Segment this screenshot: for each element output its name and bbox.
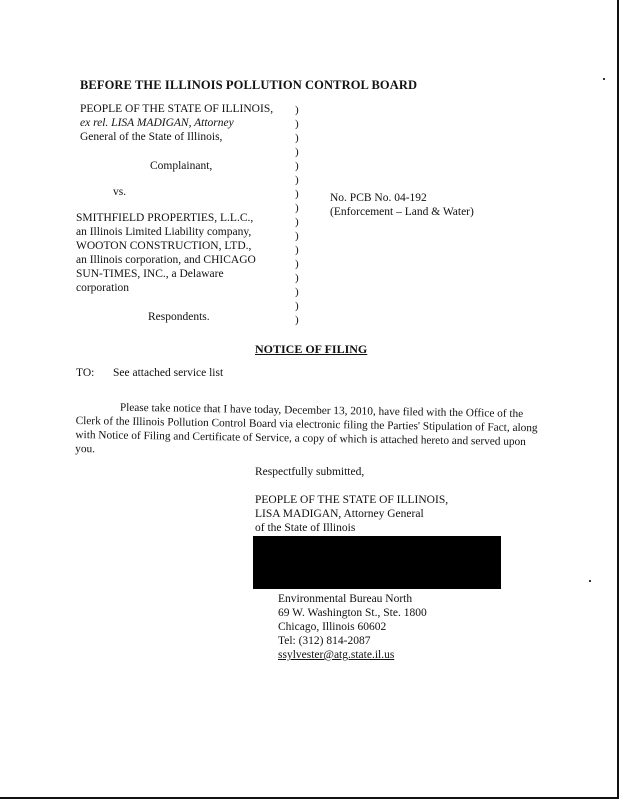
complainant-label: Complainant, <box>150 160 213 172</box>
scan-speck <box>589 580 591 582</box>
versus-label: vs. <box>113 186 127 198</box>
scan-speck <box>603 78 605 80</box>
address-street: 69 W. Washington St., Ste. 1800 <box>278 607 427 619</box>
notice-body-text: Please take notice that I have today, December 13, 2010, have filed with the Office of the Clerk of the Illinois Pollution Control Board via electronic filing the Parties' Stipulation of Fact, along with Notice of Filing and Certificate of Service, a copy of which is attached hereto and served upon you. <box>75 401 538 456</box>
caption-paren: ) <box>295 258 299 270</box>
caption-paren: ) <box>295 286 299 298</box>
plaintiff-line-3: General of the State of Illinois, <box>80 131 223 143</box>
notice-title: NOTICE OF FILING <box>255 342 368 356</box>
plaintiff-line-2 <box>80 117 234 130</box>
respondent-line-1: SMITHFIELD PROPERTIES, L.L.C., <box>76 212 254 224</box>
case-number: No. PCB No. 04-192 <box>330 192 427 204</box>
notice-body <box>75 400 546 463</box>
caption-paren: ) <box>295 104 299 116</box>
respondents-label: Respondents. <box>148 311 210 323</box>
respondent-line-3: WOOTON CONSTRUCTION, LTD., <box>76 240 252 252</box>
caption-paren: ) <box>295 146 299 158</box>
board-heading: BEFORE THE ILLINOIS POLLUTION CONTROL BOARD <box>80 78 418 92</box>
respondent-line-4: an Illinois corporation, and CHICAGO <box>76 254 256 266</box>
email-link[interactable]: ssylvester@atg.state.il.us <box>278 649 395 661</box>
caption-paren: ) <box>295 314 299 326</box>
signature-line-1: PEOPLE OF THE STATE OF ILLINOIS, <box>255 494 449 506</box>
address-phone: Tel: (312) 814-2087 <box>278 635 371 647</box>
caption-paren: ) <box>295 188 299 200</box>
respondent-line-5: SUN-TIMES, INC., a Delaware <box>76 268 224 280</box>
caption-paren: ) <box>295 132 299 144</box>
closing: Respectfully submitted, <box>255 466 365 478</box>
caption-paren: ) <box>295 118 299 130</box>
case-type: (Enforcement – Land & Water) <box>330 206 474 218</box>
caption-paren: ) <box>295 216 299 228</box>
redaction-block <box>253 536 501 589</box>
to-label: TO: <box>76 367 95 379</box>
signature-line-3: of the State of Illinois <box>255 522 356 534</box>
address-city: Chicago, Illinois 60602 <box>278 621 387 633</box>
respondent-line-2: an Illinois Limited Liability company, <box>76 226 252 238</box>
caption-paren: ) <box>295 160 299 172</box>
respondent-line-6: corporation <box>76 282 130 294</box>
caption-paren: ) <box>295 244 299 256</box>
signature-line-2: LISA MADIGAN, Attorney General <box>255 508 424 520</box>
plaintiff-line-2-text: ex rel. LISA MADIGAN, Attorney <box>80 117 234 129</box>
caption-paren: ) <box>295 300 299 312</box>
to-value: See attached service list <box>113 367 224 379</box>
caption-paren: ) <box>295 202 299 214</box>
paragraph-indent <box>76 410 120 411</box>
plaintiff-line-1: PEOPLE OF THE STATE OF ILLINOIS, <box>80 103 274 115</box>
caption-paren: ) <box>295 230 299 242</box>
caption-paren: ) <box>295 272 299 284</box>
caption-paren: ) <box>295 174 299 186</box>
address-bureau: Environmental Bureau North <box>278 593 413 605</box>
